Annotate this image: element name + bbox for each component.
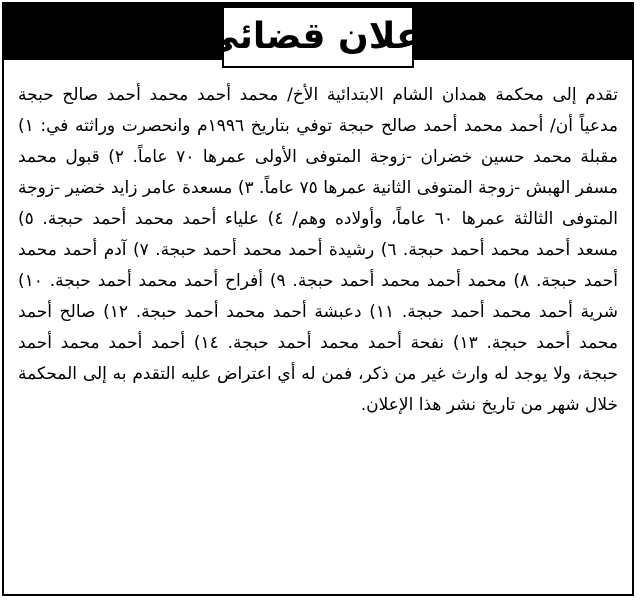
judicial-notice (2, 2, 634, 596)
notice-title: إعلان قضائي (202, 16, 434, 57)
notice-body: تقدم إلى محكمة همدان الشام الابتدائية الأخ/ محمد أحمد محمد أحمد صالح حبجة مدعياً أن/ أحمد محمد أحمد صالح حبجة توفي بتاريخ ١٩٩٦م وانحصرت وراثته في: ١) مقبلة محمد حسين خضران -زوجة المتوفى الأولى عمرها ٧٠ عاماً. ٢) قبول محمد مسفر الهبش -زوجة المتوفى الثانية عمرها ٧٥ عاماً. ٣) مسعدة عامر زايد خضير -زوجة المتوفى الثالثة عمرها ٦٠ عاماً، وأولاده وهم/ ٤) علياء أحمد محمد أحمد حبجة. ٥) مسعد أحمد محمد أحمد حبجة. ٦) رشيدة أحمد محمد أحمد حبجة. ٧) آدم أحمد محمد أحمد حبجة. ٨) محمد أحمد محمد أحمد حبجة. ٩) أفراح أحمد محمد أحمد حبجة. ١٠) شرية أحمد محمد أحمد حبجة. ١١) دعبشة أحمد محمد أحمد حبجة. ١٢) صالح أحمد محمد أحمد حبجة. ١٣) نفحة أحمد محمد أحمد حبجة. ١٤) أحمد أحمد محمد أحمد حبجة، ولا يوجد له وارث غير من ذكر، فمن له أي اعتراض عليه التقدم به إلى المحكمة خلال شهر من تاريخ نشر هذا الإعلان. (18, 85, 619, 415)
title-box (202, 6, 434, 68)
